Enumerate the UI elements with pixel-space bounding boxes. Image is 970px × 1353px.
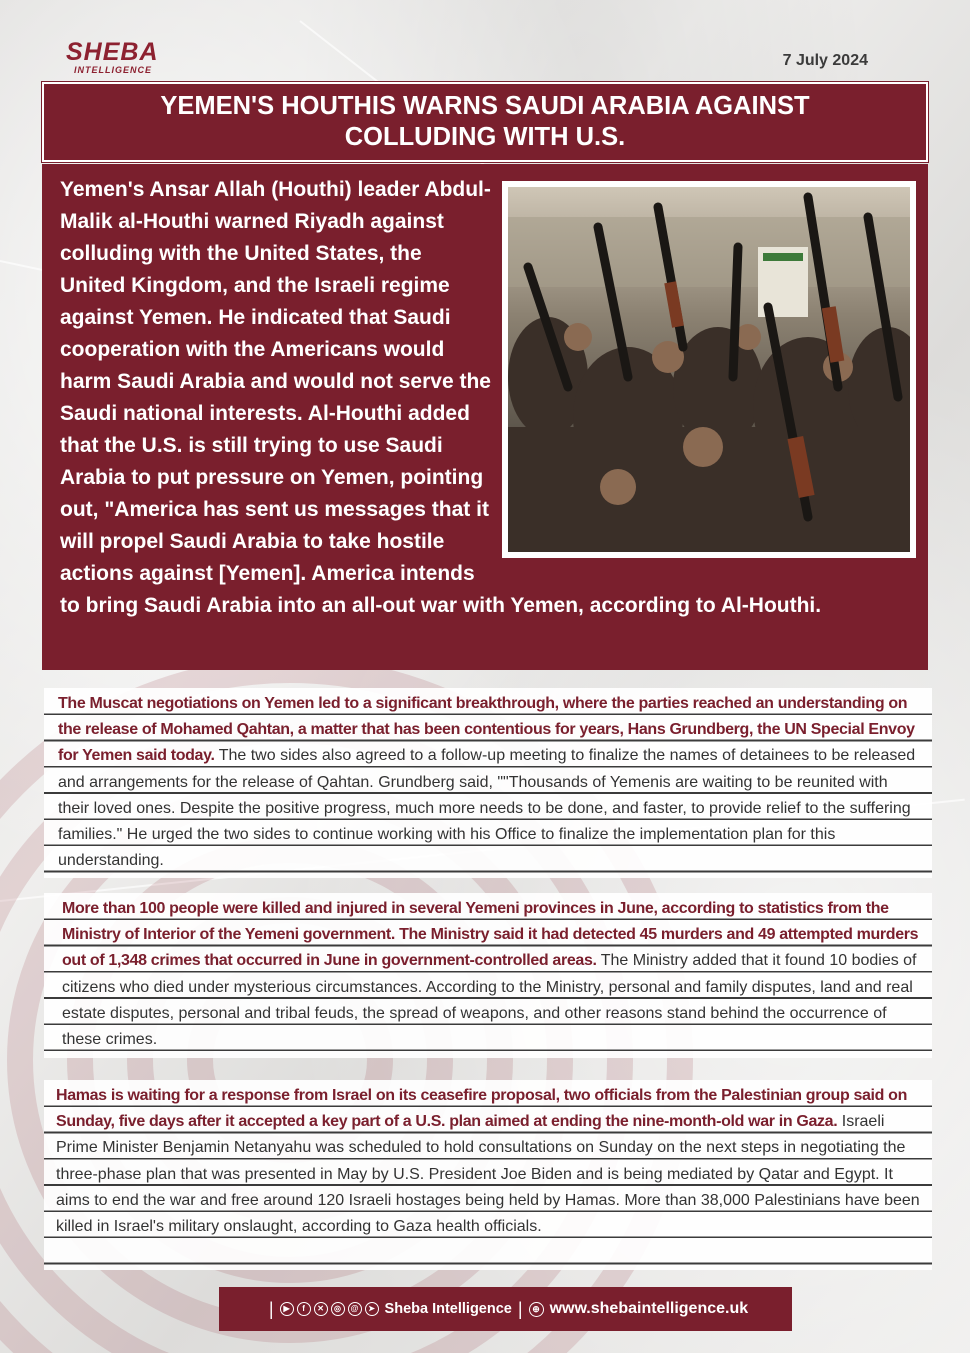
headline-banner [42, 82, 928, 162]
article-headline: Hamas is waiting for a response from Israel on its ceasefire proposal, two officials from the Palestinian group said on Sunday, five days after it accepted a key part of a U.S. plan aimed at ending the nine-month-old war in Gaza. [56, 1087, 908, 1131]
page-title: YEMEN'S HOUTHIS WARNS SAUDI ARABIA AGAINST COLLUDING WITH U.S. [160, 92, 810, 151]
threads-icon[interactable]: @ [348, 1302, 362, 1316]
footer-divider: | [268, 1298, 274, 1319]
article-body: Israeli Prime Minister Benjamin Netanyahu was scheduled to hold consultations on Sunday on the next steps in negotiating the three-phase plan that was presented in May by U.S. President Joe Biden and is being mediated by Qatar and Egypt. It aims to end the war and free around 120 Israeli hostages being held by Hamas. More than 38,000 Palestinians have been killed in Israel's military onslaught, according to Gaza health officials. [56, 1113, 920, 1236]
sheba-logo [62, 38, 182, 78]
telegram-icon[interactable]: ➤ [365, 1302, 379, 1316]
globe-icon: ⊕ [529, 1302, 544, 1317]
armed-crowd-photo [508, 187, 910, 552]
article-headline: More than 100 people were killed and injured in several Yemeni provinces in June, according to statistics from the Ministry of Interior of the Yemeni government. The Ministry said it had detected 45 murders and 49 attempted murders out of 1,348 crimes that occurred in June in government-controlled areas. [62, 900, 919, 970]
facebook-icon[interactable]: f [297, 1302, 311, 1316]
article-hamas-ceasefire [44, 1080, 932, 1270]
article-muscat-negotiations [44, 688, 932, 878]
footer-bar [219, 1287, 792, 1331]
lead-photo [502, 181, 916, 558]
youtube-icon[interactable]: ▶ [280, 1302, 294, 1316]
social-handle[interactable]: Sheba Intelligence [384, 1301, 512, 1317]
footer-divider: | [517, 1298, 523, 1319]
lead-story-text: Yemen's Ansar Allah (Houthi) leader Abdul-Malik al-Houthi warned Riyadh against colluding with the United States, the United Kingdom, and the Israeli regime against Yemen. He indicated that Saudi cooperation with the Americans would harm Saudi Arabia and would not serve the Saudi national interests. Al-Houthi added that the U.S. is still trying to use Saudi Arabia to put pressure on Yemen, pointing out, "America has sent us messages that it will propel Saudi Arabia to take hostile actions against [Yemen]. America intends to bring Saudi Arabia into an all-out war with Yemen, according to Al-Houthi. [60, 178, 822, 617]
logo-subtitle: INTELLIGENCE [74, 65, 153, 75]
article-june-crime-statistics [44, 893, 932, 1058]
x-icon[interactable]: ✕ [314, 1302, 328, 1316]
instagram-icon[interactable]: ◎ [331, 1302, 345, 1316]
article-body: The two sides also agreed to a follow-up meeting to finalize the names of detainees to be released and arrangements for the release of Qahtan. Grundberg said, ""Thousands of Yemenis are waiting to be reunited with their loved ones. Despite the positive progress, much more needs to be done, and faster, to provide relief to the suffering families." He urged the two sides to continue working with his Office to finalize the implementation plan for this understanding. [58, 747, 916, 870]
article-body: The Ministry added that it found 10 bodies of citizens who died under mysterious circumstances. According to the Ministry, personal and family disputes, land and real estate disputes, personal and tribal feuds, the spread of weapons, and other reasons stand behind the occurrence of these crimes. [62, 952, 917, 1049]
article-headline: The Muscat negotiations on Yemen led to a significant breakthrough, where the parties reached an understanding on the release of Mohamed Qahtan, a matter that has been contentious for years, Hans Grundberg, the UN Special Envoy for Yemen said today. [58, 695, 915, 765]
issue-date: 7 July 2024 [782, 52, 868, 69]
logo-wordmark: SHEBA [66, 38, 159, 66]
website-link[interactable]: www.shebaintelligence.uk [549, 1300, 749, 1317]
